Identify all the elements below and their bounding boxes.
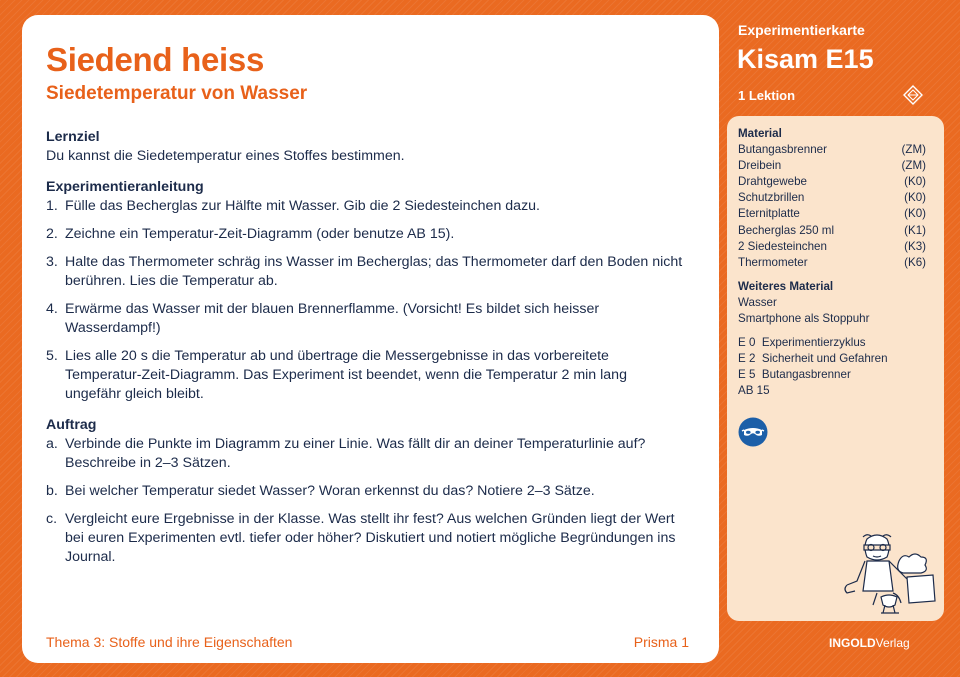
material-list xyxy=(738,126,926,271)
material-code: (K1) xyxy=(904,223,926,237)
list-item xyxy=(46,347,686,404)
ref-text: Butangasbrenner xyxy=(761,368,851,382)
step-text: Zeichne ein Temperatur-Zeit-Diagramm (oder benutze AB 15). xyxy=(65,226,455,242)
material-name: Thermometer xyxy=(738,255,808,269)
footer-topic: Thema 3: Stoffe und ihre Eigenschaften xyxy=(46,634,293,650)
list-item xyxy=(46,225,686,244)
list-item xyxy=(738,367,926,383)
list-item xyxy=(46,482,686,501)
auftrag-heading: Auftrag xyxy=(46,417,97,433)
material-heading: Material xyxy=(738,127,782,140)
list-item xyxy=(738,239,926,255)
list-item xyxy=(738,206,926,222)
list-item xyxy=(738,174,926,190)
page-title: Siedend heiss xyxy=(46,41,265,78)
material-code: (ZM) xyxy=(901,159,926,173)
footer-book: Prisma 1 xyxy=(633,634,689,650)
ref-code: E 0 xyxy=(738,336,756,350)
material-name: Butangasbrenner xyxy=(738,143,827,157)
list-item xyxy=(738,255,926,271)
list-item xyxy=(46,435,686,473)
list-item xyxy=(46,510,686,567)
hazard-diamond-icon xyxy=(903,85,923,110)
list-item xyxy=(738,142,926,158)
material-name: Becherglas 250 ml xyxy=(738,223,835,237)
task-text: Verbinde die Punkte im Diagramm zu einer Linie. Was fällt dir an deiner Temperaturlinie auf? Beschreibe in 2–3 Sätzen. xyxy=(65,436,646,471)
material-name: Eternitplatte xyxy=(738,207,800,221)
card-duration: 1 Lektion xyxy=(738,88,796,103)
lernziel-section xyxy=(46,128,686,166)
weiteres-heading: Weiteres Material xyxy=(738,279,834,293)
anleitung-section xyxy=(46,178,686,404)
step-number: 2. xyxy=(46,226,58,242)
task-text: Bei welcher Temperatur siedet Wasser? Woran erkennst du das? Notiere 2–3 Sätze. xyxy=(65,483,595,499)
page-subtitle: Siedetemperatur von Wasser xyxy=(46,83,308,104)
list-item xyxy=(46,300,686,338)
list-item xyxy=(46,197,686,216)
ref-text: Experimentierzyklus xyxy=(761,336,866,350)
card-body xyxy=(46,128,686,579)
anleitung-steps xyxy=(46,197,686,404)
list-item xyxy=(738,335,926,351)
publisher-rest: Verlag xyxy=(875,636,910,650)
material-name: Drahtgewebe xyxy=(738,175,807,189)
task-text: Vergleicht eure Ergebnisse in der Klasse. Was stellt ihr fest? Aus welchen Gründen liegt der Wert bei euren Experimenten evtl. tiefer oder höher? Diskutiert und notiert mögliche Begründungen ins Journal. xyxy=(65,511,676,565)
publisher-logo xyxy=(829,636,910,650)
safety-goggles-icon xyxy=(738,417,768,452)
ref-text: Sicherheit und Gefahren xyxy=(761,352,888,366)
list-item xyxy=(46,253,686,291)
auftrag-section xyxy=(46,416,686,567)
auftrag-tasks xyxy=(46,435,686,567)
card-code: Kisam E15 xyxy=(737,44,874,74)
weiteres-material xyxy=(738,279,926,327)
list-item xyxy=(738,223,926,239)
material-code: (K3) xyxy=(904,239,926,253)
ref-code: E 2 xyxy=(738,352,756,366)
ref-code: E 5 xyxy=(738,368,756,382)
student-experiment-illustration xyxy=(837,531,937,620)
material-code: (K0) xyxy=(904,191,926,205)
lernziel-text: Du kannst die Siedetemperatur eines Stoffes bestimmen. xyxy=(46,148,405,164)
anleitung-heading: Experimentieranleitung xyxy=(46,179,204,195)
task-letter: b. xyxy=(46,483,58,499)
task-letter: c. xyxy=(46,511,58,527)
task-letter: a. xyxy=(46,436,58,452)
material-sidebar xyxy=(727,116,944,621)
step-number: 1. xyxy=(46,198,58,214)
main-card xyxy=(22,15,719,663)
publisher-bold: INGOLD xyxy=(829,636,876,650)
step-number: 4. xyxy=(46,301,58,317)
step-text: Halte das Thermometer schräg ins Wasser im Becherglas; das Thermometer darf den Boden nicht berühren. Lies die Temperatur ab. xyxy=(65,254,683,289)
material-name: Schutzbrillen xyxy=(738,191,805,205)
step-text: Fülle das Becherglas zur Hälfte mit Wasser. Gib die 2 Siedesteinchen dazu. xyxy=(65,198,540,214)
material-code: (K0) xyxy=(904,175,926,189)
material-code: (K6) xyxy=(904,255,926,269)
step-number: 5. xyxy=(46,348,58,364)
ref-code: AB 15 xyxy=(738,384,770,398)
list-item xyxy=(738,351,926,367)
material-code: (K0) xyxy=(904,207,926,221)
material-name: 2 Siedesteinchen xyxy=(738,239,827,253)
step-number: 3. xyxy=(46,254,58,270)
material-name: Dreibein xyxy=(738,159,782,173)
list-item xyxy=(738,383,926,399)
step-text: Erwärme das Wasser mit der blauen Brennerflamme. (Vorsicht! Es bildet sich heisser Wasserdampf!) xyxy=(65,301,600,336)
material-code: (ZM) xyxy=(901,143,926,157)
lernziel-heading: Lernziel xyxy=(46,129,100,145)
card-type-label: Experimentierkarte xyxy=(738,22,865,38)
list-item xyxy=(738,158,926,174)
list-item: Smartphone als Stoppuhr xyxy=(738,312,870,326)
step-text: Lies alle 20 s die Temperatur ab und übertrage die Messergebnisse in das vorbereitete Temperatur-Zeit-Diagramm. Das Experiment ist beendet, wenn die Temperatur 2 min lang ungefähr gleich bleibt. xyxy=(65,348,627,402)
list-item xyxy=(738,190,926,206)
sidebar-content xyxy=(738,126,926,408)
references xyxy=(738,335,926,399)
list-item: Wasser xyxy=(738,295,777,309)
